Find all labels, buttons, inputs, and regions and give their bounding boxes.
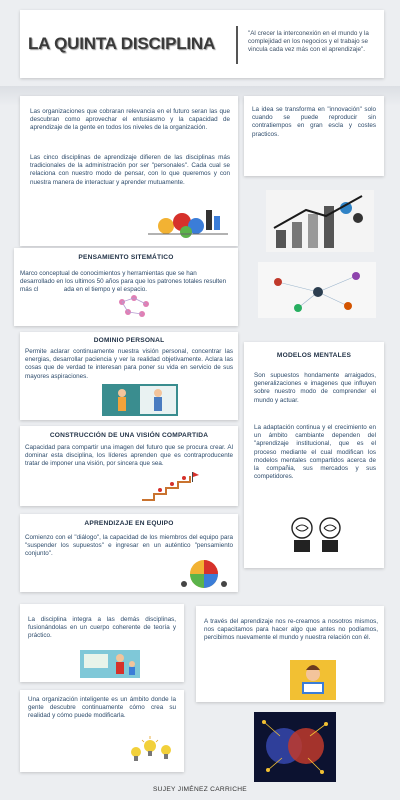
glowing-brain-image	[254, 712, 336, 782]
personal-mastery-card	[20, 332, 238, 420]
author-footer: SUJEY JIMÉNEZ CARRICHE	[152, 786, 248, 793]
recreate-card	[196, 606, 384, 702]
mental-models-card	[244, 342, 384, 568]
mental-models-paragraph-2: La adaptación continua y el crecimiento en un ámbito cambiante dependen del "aprendizaje institucional, que es el proceso mediante el cual modifican los modelos mentales compartidos acerca de la compañia, sus mercados y sus competidores.	[254, 424, 376, 481]
business-growth-image	[266, 190, 374, 252]
mental-models-title: MODELOS MENTALES	[276, 352, 352, 359]
network-nodes-illustration	[114, 294, 154, 318]
team-learning-title: APRENDIZAJE EN EQUIPO	[84, 520, 174, 527]
team-learning-text: Comienzo con el "diálogo", la capacidad de los miembros del equipo para "suspender los supuestos" e ingresar en un auténtico "pensamiento conjunto".	[25, 534, 233, 558]
integration-card	[20, 604, 184, 682]
personal-mastery-title: DOMINIO PERSONAL	[93, 337, 165, 344]
page-title: LA QUINTA DISCIPLINA	[28, 34, 216, 53]
intro-card	[20, 96, 238, 246]
shared-vision-title: CONSTRUCCIÓN DE UNA VISIÓN COMPARTIDA	[49, 432, 209, 439]
learning-brain-illustration	[138, 204, 238, 242]
puzzle-team-illustration	[178, 554, 230, 592]
header-card	[20, 10, 384, 78]
teacher-classroom-illustration	[80, 650, 140, 678]
mirror-reflection-illustration	[102, 384, 178, 416]
thinking-heads-illustration	[284, 514, 348, 556]
intelligent-org-text: Una organización inteligente es un ámbito donde la gente descubre continuamente cómo crea su realidad y cómo puede modificarla.	[28, 696, 176, 720]
systems-thinking-text: Marco conceptual de conocimientos y herramientas que se han desarrollado en los ultimos 50 años para que los patrones totales resulten más cl ada en el tiempo y el espacio.	[20, 270, 227, 294]
personal-mastery-text: Permite aclarar continuamente nuestra visión personal, concentrar las energias, desarrollar paciencia y ver la realidad objetivamente. Aclara las cosas que de verdad te interesan para poner su vida en servicio de sus mayores aspiraciones.	[25, 348, 233, 380]
shared-vision-card	[20, 426, 238, 506]
reading-person-illustration	[290, 660, 336, 700]
systems-thinking-card	[14, 248, 238, 326]
teamwork-stairs-illustration	[140, 472, 200, 502]
header-divider	[236, 26, 238, 64]
integration-text: La disciplina integra a las demás disciplinas, fusionándolas en un cuerpo coherente de teoría y práctico.	[28, 616, 176, 640]
recreate-text: A través del aprendizaje nos re-creamos a nosotros mismos, nos capacitamos para hacer algo que antes no podíamos, percibimos nuevamente el mundo y nuestra relación con él.	[204, 618, 378, 642]
systems-thinking-title: PENSAMIENTO SITEMÁTICO	[78, 254, 174, 261]
header-quote: "Al crecer la interconexión en el mundo y la complejidad en los negocios y el trabajo se vincula cada vez más con el aprendizaje".	[248, 30, 369, 54]
innovation-text: La idea se transforma en "innovación" solo cuando se puede reproducir sin contratiempos en gran escla y costes practicos.	[252, 106, 376, 138]
intelligent-org-card	[20, 690, 184, 772]
innovation-card	[244, 96, 384, 176]
shared-vision-text: Capacidad para compartir una imagen del futuro que se procura crear. Al dominar esta disciplina, los líderes aprenden que es contraproducente tratar de imponer una visión, por sincera que sea.	[25, 444, 233, 468]
intro-paragraph-2: Las cinco disciplinas de aprendizaje difieren de las disciplinas más tradicionales de la administración por ser "personales". Cada cual se relaciona con nuestro modo de pensar, con lo que queremos y con nuestra manera de interactuar y aprender mutuamente.	[30, 154, 230, 186]
mental-models-paragraph-1: Son supuestos hondamente arraigados, generalizaciones e imagenes que influyen sobre nuestro modo de comprender el mundo y actuar.	[254, 372, 376, 404]
network-people-image	[258, 262, 376, 318]
lightbulbs-illustration	[128, 732, 178, 764]
team-learning-card	[20, 514, 238, 592]
intro-paragraph-1: Las organizaciones que cobraran relevancia en el futuro seran las que descubran como aprovechar el entusiasmo y la capacidad de aprendizaje de la gente en todos los niveles de la organización.	[30, 108, 230, 132]
